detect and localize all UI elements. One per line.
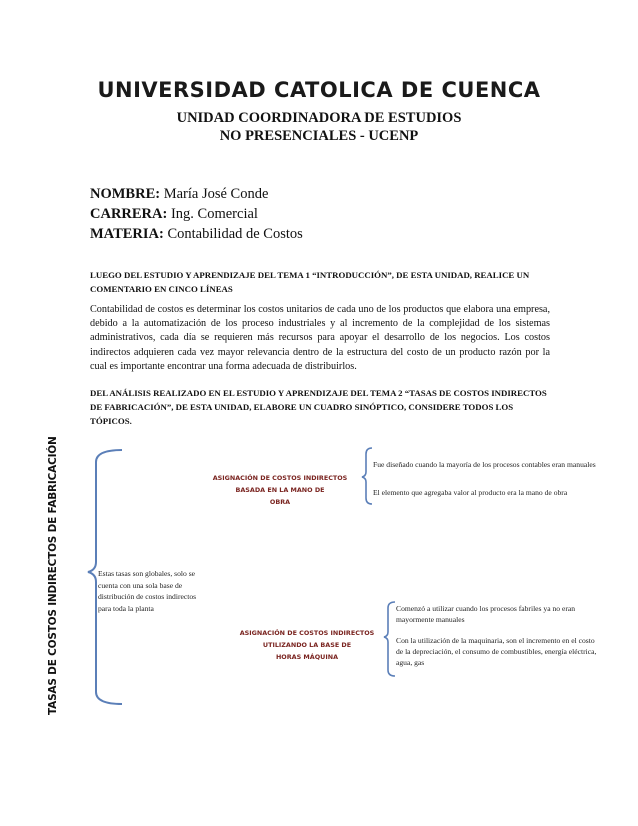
career-value: Ing. Comercial bbox=[170, 206, 258, 222]
name-label: NOMBRE: bbox=[90, 186, 161, 202]
question-1: LUEGO DEL ESTUDIO Y APRENDIZAJE DEL TEMA 1 “INTRODUCCIÓN”, DE ESTA UNIDAD, REALICE UN COMENTARIO EN CINCO LÍNEAS bbox=[90, 270, 530, 294]
branch2-title-line2: UTILIZANDO LA BASE DE bbox=[262, 641, 352, 649]
branch1-title-line1: ASIGNACIÓN DE COSTOS INDIRECTOS bbox=[212, 474, 348, 482]
branch1-bracket bbox=[362, 448, 372, 504]
branch2-note1: Comenzó a utilizar cuando los procesos fabriles ya no eran mayormente manuales bbox=[396, 604, 576, 624]
university-title: UNIVERSIDAD CATOLICA DE CUENCA bbox=[97, 78, 541, 102]
answer-1: Contabilidad de costos es determinar los costos unitarios de cada uno de los productos que elabora una empresa, debido a la automatización de los proceso industriales y al incremento de la complejidad de los sistemas administrativos, cada día se requieren más recursos para apoyar el desarrollo de los negocios. Los costos indirectos adquieren cada vez mayor relevancia dentro de la estructura del costo de un producto razón por la cual es importante encontrar una forma adecuada de distribuirlos. bbox=[90, 304, 550, 372]
branch1-note1: Fue diseñado cuando la mayoría de los procesos contables eran manuales bbox=[373, 460, 596, 469]
unit-title-line2: NO PRESENCIALES - UCENP bbox=[219, 128, 419, 144]
vertical-diagram-title: TASAS DE COSTOS INDIRECTOS DE FABRICACIÓN bbox=[47, 436, 59, 715]
subject-label: MATERIA: bbox=[90, 226, 164, 242]
career-label: CARRERA: bbox=[90, 206, 168, 222]
unit-title-line1: UNIDAD COORDINADORA DE ESTUDIOS bbox=[176, 110, 462, 126]
branch2-bracket bbox=[384, 602, 395, 676]
branch1-note2: El elemento que agregaba valor al producto era la mano de obra bbox=[373, 488, 568, 497]
branch2-title bbox=[232, 627, 382, 663]
question-2: DEL ANÁLISIS REALIZADO EN EL ESTUDIO Y APRENDIZAJE DEL TEMA 2 “TASAS DE COSTOS INDIRECTOS DE FABRICACIÓN”, DE ESTA UNIDAD, ELABORE UN CUADRO SINÓPTICO, CONSIDERE TODOS LOS TÓPICOS. bbox=[90, 388, 547, 426]
branch2-note2: Con la utilización de la maquinaria, son el incremento en el costo de la depreciación, el consumo de combustibles, energía eléctrica, agua, gas bbox=[396, 636, 597, 667]
branch1-title-line3: OBRA bbox=[269, 498, 291, 506]
branch2-title-line3: HORAS MÁQUINA bbox=[275, 653, 339, 661]
name-value: María José Conde bbox=[163, 186, 269, 202]
branch2-title-line1: ASIGNACIÓN DE COSTOS INDIRECTOS bbox=[239, 629, 375, 637]
branch1-title-line2: BASADA EN LA MANO DE bbox=[235, 486, 325, 494]
branch1-title bbox=[205, 472, 355, 508]
subject-value: Contabilidad de Costos bbox=[167, 226, 303, 242]
left-note: Estas tasas son globales, solo se cuenta con una sola base de distribución de costos indirectos para toda la planta bbox=[98, 569, 197, 613]
